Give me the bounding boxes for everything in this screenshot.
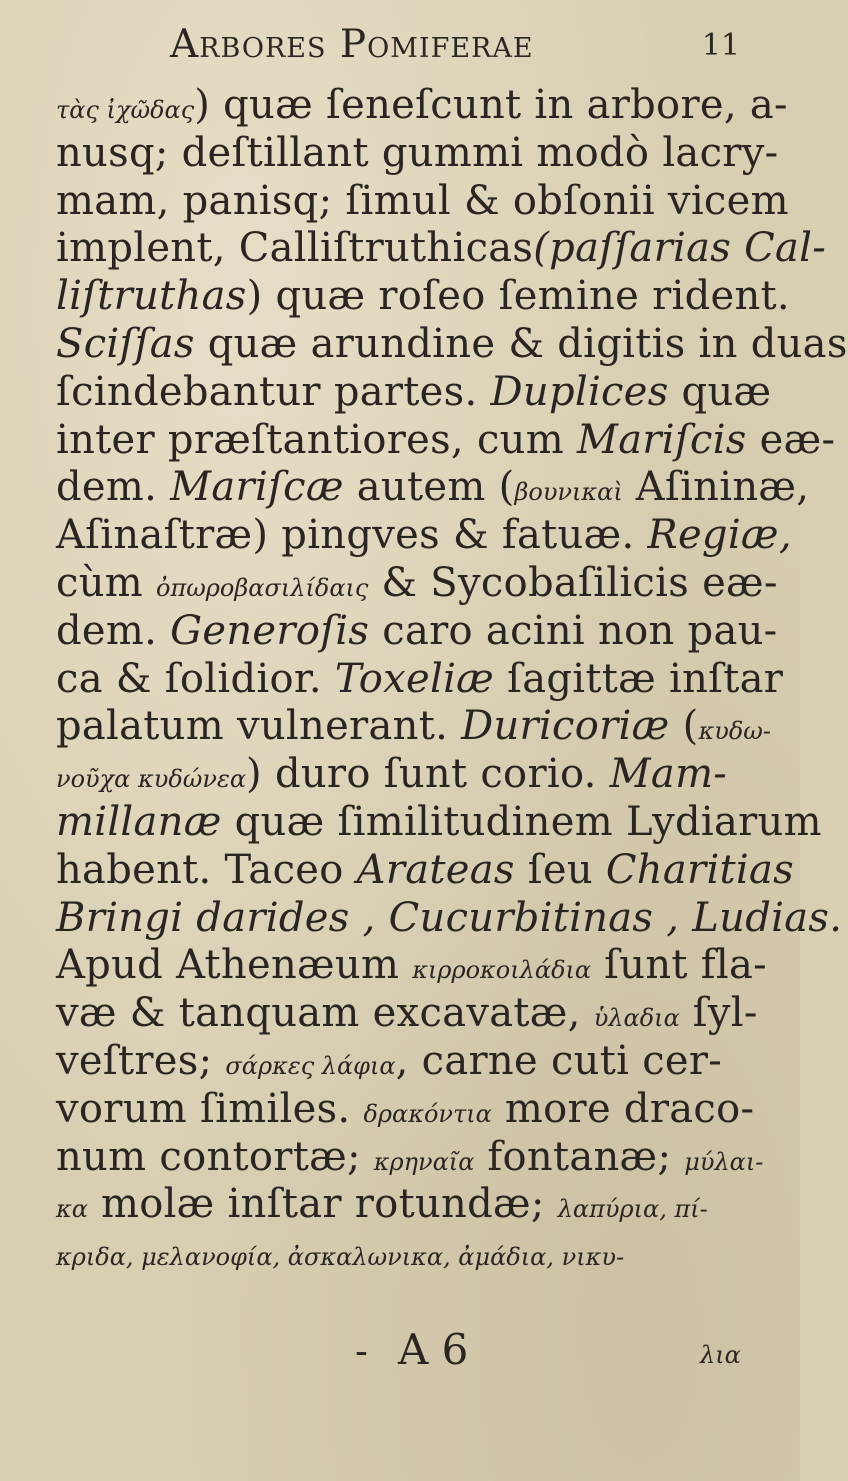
greek-word: βουνικαὶ	[514, 478, 623, 507]
greek-word: κιρροκοιλάδια	[412, 956, 592, 985]
greek-word: κα	[56, 1195, 88, 1224]
text-span: nusq; deſtillant gummi modò lacry-	[56, 129, 779, 176]
text-span: num contortæ;	[56, 1133, 374, 1180]
text-line	[56, 416, 836, 465]
italic-text: Bringi darides , Cucurbitinas , Ludias.	[56, 894, 843, 941]
text-span: & Sycobaſilicis eæ-	[368, 559, 778, 606]
greek-word: κριδα, μελανοφία, ἀσκαλωνικα, ἀμάδια, νικυ-	[56, 1243, 625, 1272]
text-span: veſtres;	[56, 1037, 226, 1084]
text-line	[56, 1038, 746, 1086]
text-span: ) quæ ſeneſcunt in arbore, a-	[194, 82, 788, 128]
text-span: implent, Calliſtruthicas	[56, 225, 534, 272]
text-line	[56, 1133, 764, 1182]
text-line	[56, 703, 771, 751]
text-span: , carne cuti cer-	[395, 1037, 723, 1084]
text-line	[56, 942, 767, 990]
italic-text: Sciſſas	[56, 320, 195, 367]
text-span: ſunt fla-	[591, 942, 767, 989]
text-line	[56, 82, 788, 130]
signature-mark: A 6	[398, 1325, 469, 1374]
text-span: mam, panisq; ſimul & obſonii vicem	[56, 177, 789, 224]
greek-word: ὀπωροβασιλίδαις	[156, 573, 369, 602]
italic-text: Regiæ,	[647, 512, 792, 559]
text-span: ſcindebantur partes.	[56, 368, 491, 415]
text-span: ) duro ſunt corio.	[246, 751, 610, 798]
greek-word: κρηναῖα	[373, 1147, 475, 1176]
page-signature: 11	[701, 28, 740, 63]
text-span: dem.	[56, 607, 171, 654]
text-line	[56, 225, 827, 273]
text-span: habent. Taceo	[56, 846, 357, 893]
text-span: (	[669, 703, 699, 750]
italic-text: Mariſcæ	[170, 464, 344, 511]
text-line	[56, 1181, 746, 1229]
text-line	[56, 177, 789, 226]
greek-word: τὰς ἰχῶδας	[56, 96, 195, 124]
text-span: ) quæ roſeo ſemine rident.	[246, 273, 790, 320]
text-span: autem (	[343, 464, 515, 511]
text-span: molæ inſtar rotundæ;	[87, 1181, 558, 1228]
text-span: Aſininæ,	[622, 464, 810, 511]
text-span: dem.	[56, 464, 171, 511]
text-span: vorum ſimiles.	[56, 1085, 364, 1132]
italic-text: Arateas	[356, 846, 515, 893]
text-line	[56, 798, 822, 847]
text-span: ſeu	[514, 846, 606, 893]
footer-dash: -	[355, 1329, 368, 1373]
text-span: caro acini non pau-	[369, 607, 778, 654]
text-line	[56, 751, 746, 799]
italic-text: Duricoriæ	[461, 703, 670, 750]
text-line	[56, 846, 794, 895]
italic-text: Toxeliæ	[334, 655, 495, 702]
text-span: cùm	[56, 559, 157, 606]
text-line	[56, 1229, 746, 1277]
italic-text: millanæ	[56, 798, 222, 845]
greek-word: μύλαι-	[684, 1147, 764, 1176]
text-line	[56, 559, 778, 608]
text-span: inter præſtantiores, cum	[56, 416, 577, 463]
body-text	[56, 82, 848, 1277]
italic-text: (paſſarias Cal-	[533, 225, 827, 272]
greek-word: σάρκες λάφια	[225, 1051, 396, 1080]
text-line	[56, 512, 792, 560]
greek-word: ὑλαδια	[593, 1004, 680, 1033]
text-span: ca & ſolidior.	[56, 655, 335, 702]
text-span: væ & tanquam excavatæ,	[56, 990, 594, 1037]
text-line	[56, 273, 790, 321]
text-span: quæ arundine & digitis in duas	[194, 320, 848, 367]
page-footer	[0, 1325, 800, 1375]
greek-word: κυδω-	[698, 717, 771, 746]
italic-text: Generoſis	[170, 607, 370, 654]
text-span: quæ	[668, 368, 772, 415]
text-span: eæ-	[746, 416, 836, 463]
italic-text: Mariſcis	[576, 416, 747, 463]
text-span: fontanæ;	[474, 1133, 685, 1180]
italic-text: Duplices	[490, 368, 669, 415]
greek-word: λαπύρια, πί-	[557, 1195, 708, 1224]
text-span: palatum vulnerant.	[56, 703, 462, 750]
page-header	[0, 22, 800, 72]
text-span: ſagittæ inſtar	[494, 655, 784, 702]
text-line	[56, 655, 784, 704]
greek-word: νοῦχα κυδώνεα	[56, 765, 247, 794]
text-span: Apud Athenæum	[56, 942, 413, 989]
text-line	[56, 1085, 755, 1134]
italic-text: Mam-	[609, 751, 728, 798]
text-line	[56, 320, 848, 369]
italic-text: Charitias	[605, 846, 794, 893]
text-span: quæ ſimilitudinem Lydiarum	[221, 798, 822, 845]
text-span: Aſinaſtræ) pingves & fatuæ.	[56, 512, 648, 559]
greek-word: δρακόντια	[363, 1099, 492, 1128]
text-line	[56, 129, 779, 178]
text-line	[56, 894, 843, 943]
text-span: more draco-	[491, 1085, 755, 1132]
text-span: ſyl-	[679, 990, 758, 1037]
text-line	[56, 607, 778, 656]
text-line	[56, 990, 758, 1038]
italic-text: liſtruthas	[56, 273, 247, 320]
running-title: Arbores Pomiferae	[170, 22, 534, 67]
catchword: λια	[700, 1341, 741, 1369]
text-line	[56, 368, 772, 417]
text-line	[56, 464, 810, 512]
